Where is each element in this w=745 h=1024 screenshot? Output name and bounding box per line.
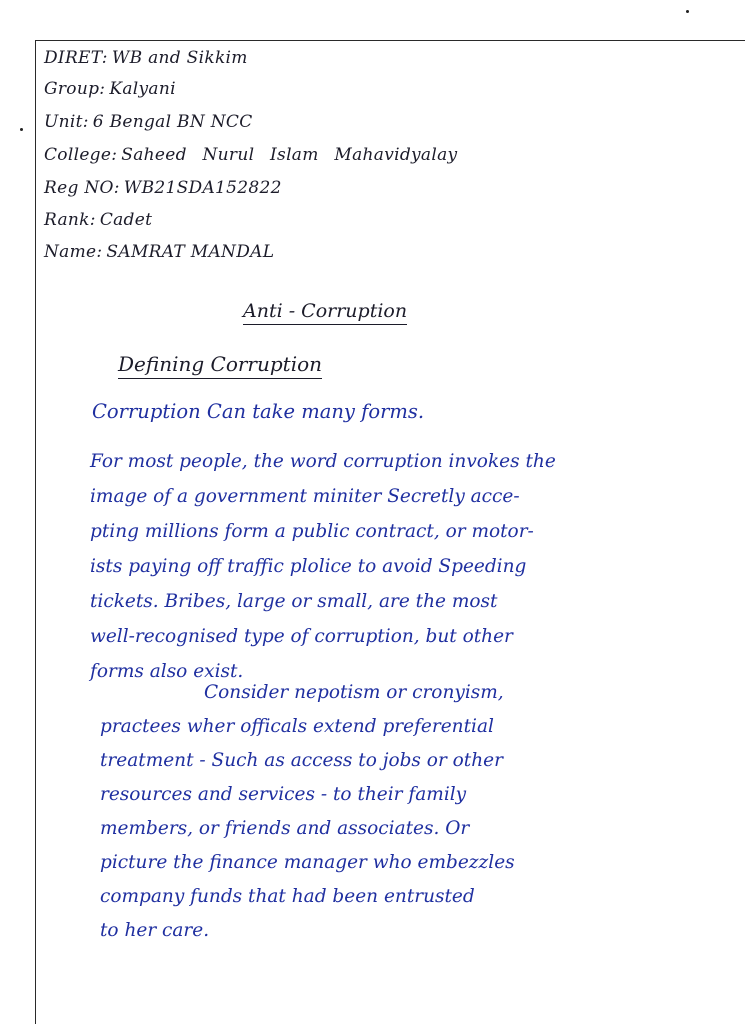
intro-sentence: Corruption Can take many forms. xyxy=(92,400,425,423)
text-line: picture the finance manager who embezzles xyxy=(100,852,515,873)
essay-title: Anti - Corruption xyxy=(243,300,407,325)
text-line: image of a government miniter Secretly acce- xyxy=(90,486,520,507)
detail-group: Group: Kalyani xyxy=(44,79,176,99)
text-line: treatment - Such as access to jobs or other xyxy=(100,750,503,771)
text-line: company funds that had been entrusted xyxy=(100,886,475,907)
paper-speck xyxy=(686,10,689,13)
text-line: Consider nepotism or cronyism, xyxy=(204,682,504,703)
detail-directorate: DIRET: WB and Sikkim xyxy=(44,48,248,68)
paragraph-2 xyxy=(90,444,690,689)
paragraph-3 xyxy=(100,676,690,948)
detail-college: College: Saheed Nurul Islam Mahavidyalay xyxy=(44,145,458,165)
text-line: forms also exist. xyxy=(90,661,244,682)
text-line: pting millions form a public contract, or motor- xyxy=(90,521,534,542)
detail-reg-no: Reg NO: WB21SDA152822 xyxy=(44,178,282,198)
paper-speck xyxy=(20,128,23,131)
text-line: well-recognised type of corruption, but other xyxy=(90,626,513,647)
text-line: members, or friends and associates. Or xyxy=(100,818,470,839)
section-heading: Defining Corruption xyxy=(118,352,322,379)
text-line: tickets. Bribes, large or small, are the most xyxy=(90,591,498,612)
text-line: practees wher officals extend preferential xyxy=(100,716,494,737)
text-line: For most people, the word corruption invokes the xyxy=(90,451,556,472)
detail-rank: Rank: Cadet xyxy=(44,210,153,230)
detail-unit: Unit: 6 Bengal BN NCC xyxy=(44,112,253,132)
detail-name: Name: SAMRAT MANDAL xyxy=(44,242,275,262)
page-margin-line xyxy=(35,40,36,1024)
text-line: resources and services - to their family xyxy=(100,784,467,805)
page-border-top xyxy=(36,40,745,41)
text-line: ists paying off traffic plolice to avoid Speeding xyxy=(90,556,527,577)
text-line: to her care. xyxy=(100,920,210,941)
